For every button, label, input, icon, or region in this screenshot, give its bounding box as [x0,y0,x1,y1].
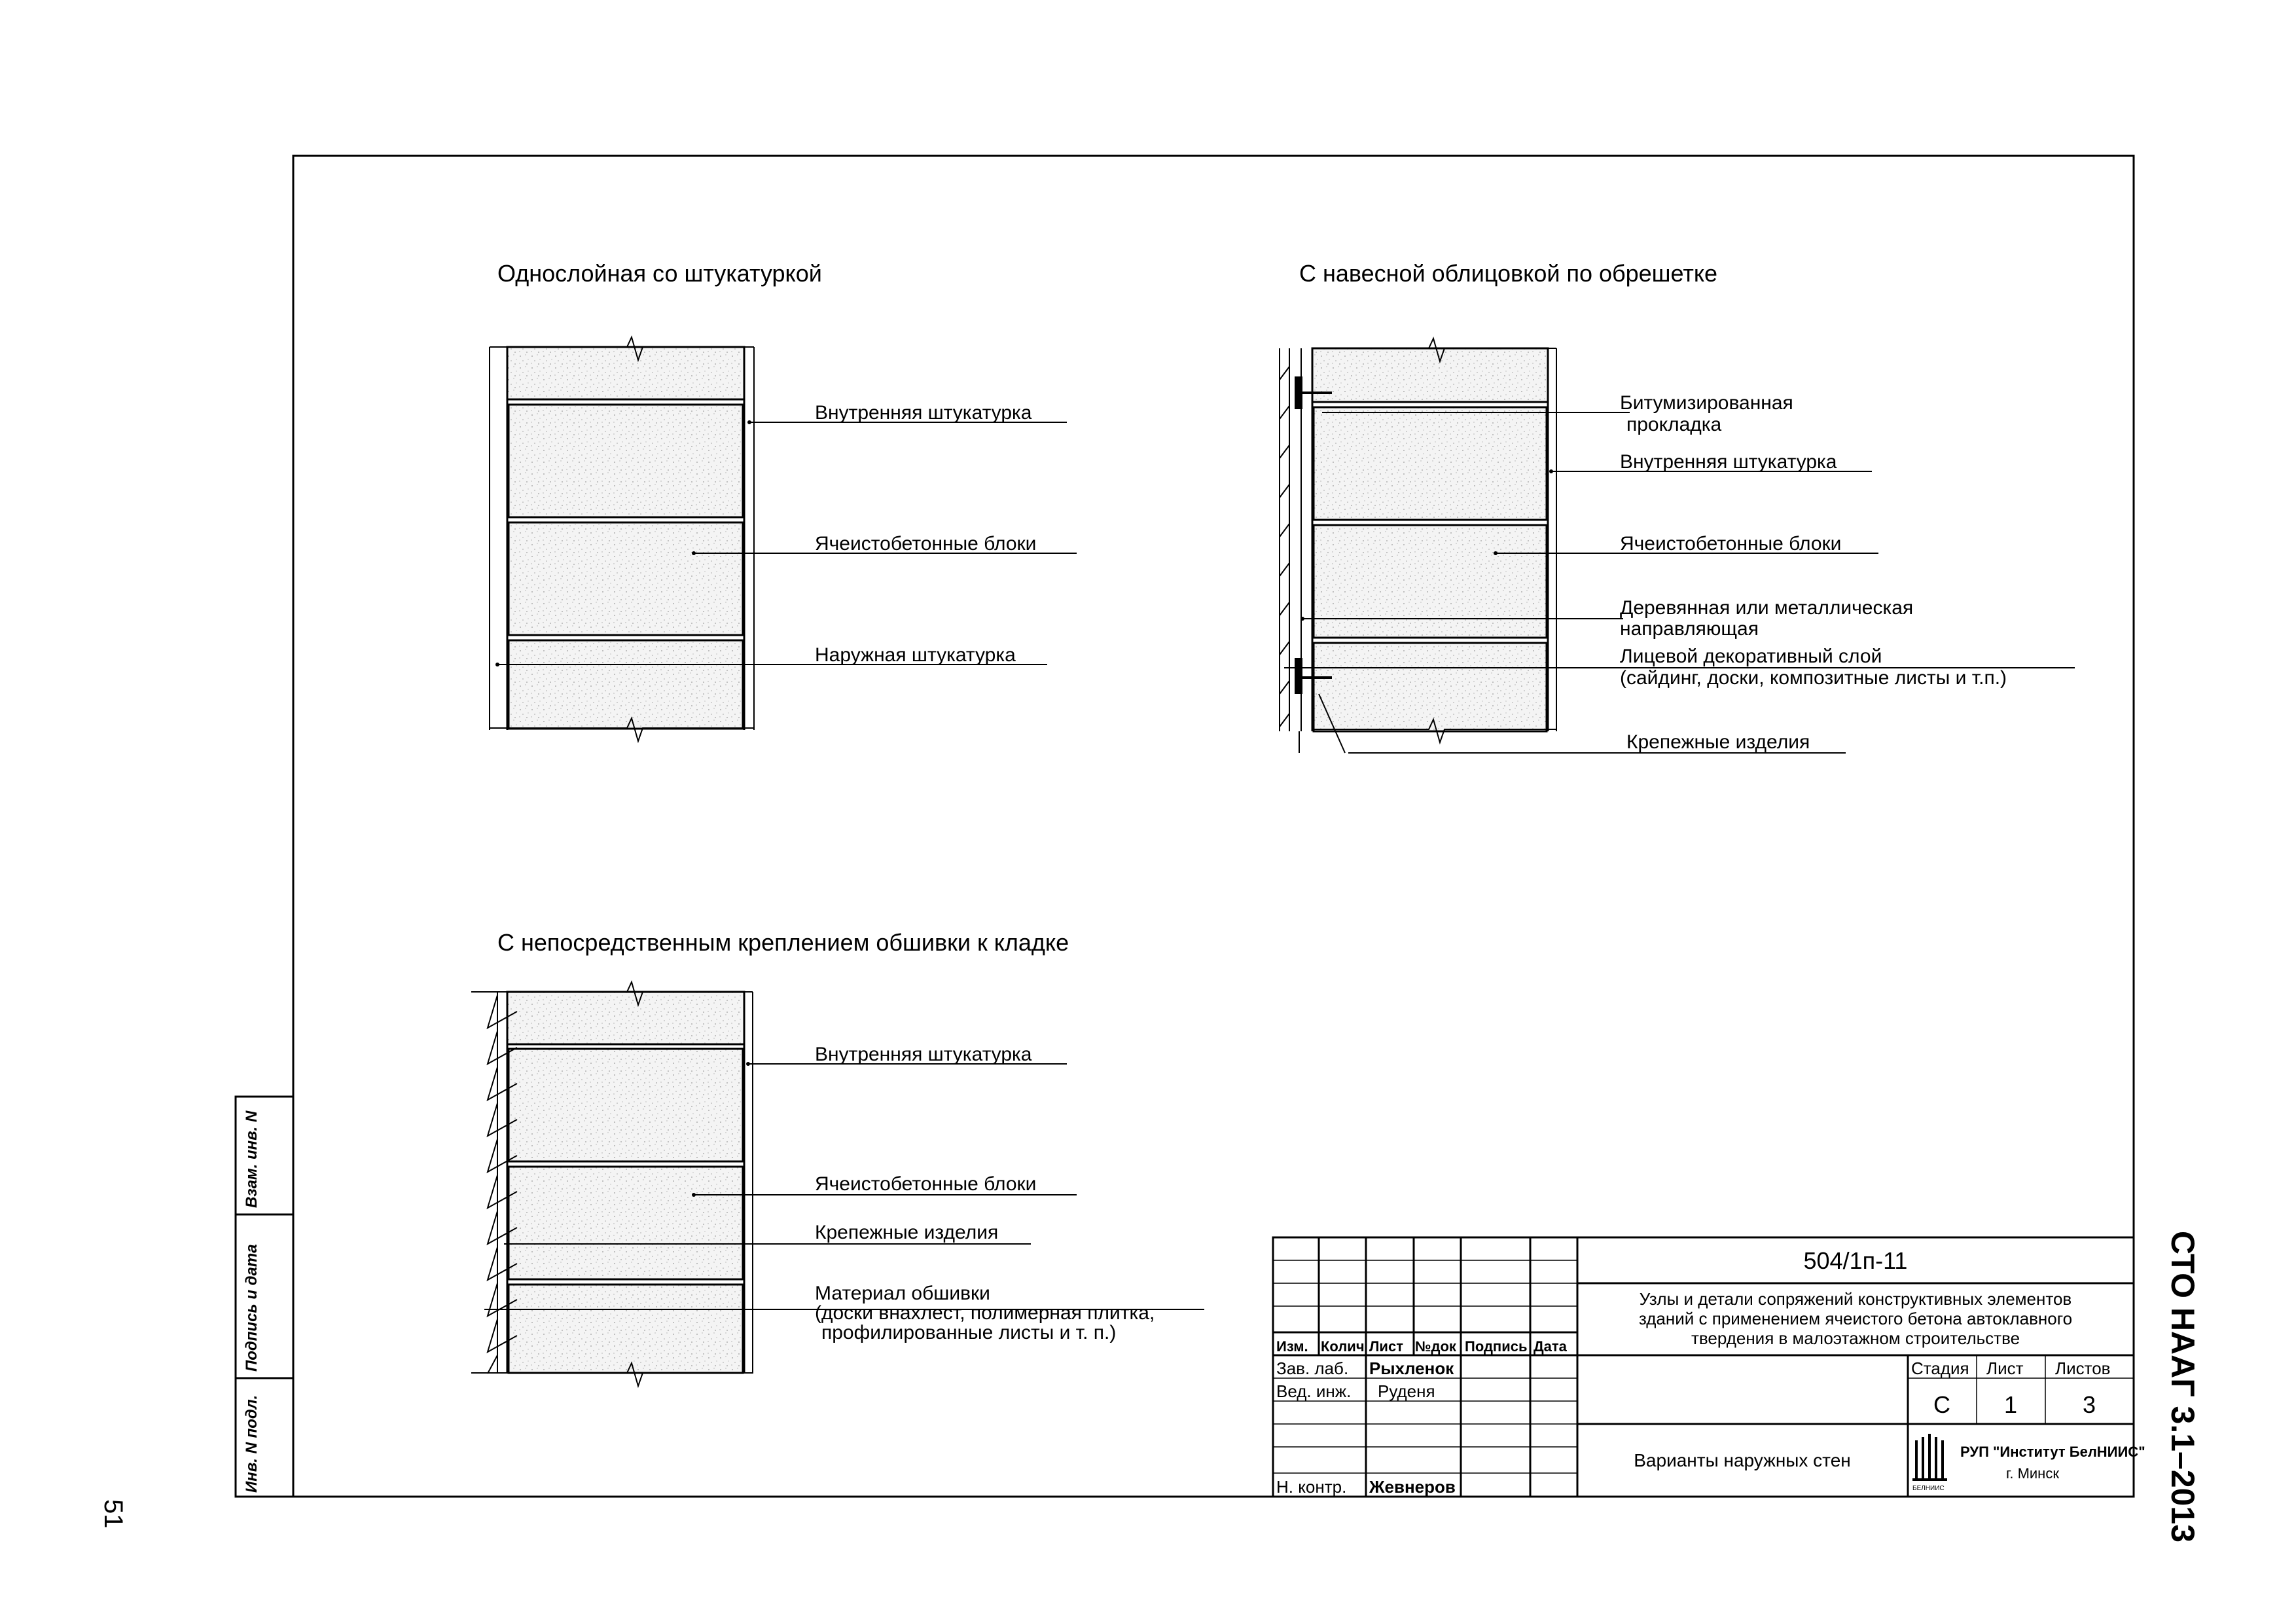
standard-code: СТО НААГ 3.1–2013 [2164,1231,2201,1543]
s1-callout-outer-plaster: Наружная штукатурка [815,644,1016,666]
role-n-kontr: Н. контр. [1276,1477,1347,1497]
s2-callout-inner-plaster: Внутренняя штукатурка [1620,451,1837,473]
s3-callout-material: Материал обшивки [815,1283,990,1304]
sheets-total: 3 [2082,1391,2096,1418]
section-direct-sheathing [471,929,1204,1386]
doc-title-line-1: Узлы и детали сопряжений конструктивных элементов [1639,1289,2072,1309]
hdr-podpis: Подпись [1465,1338,1528,1355]
logo-text: БЕЛНИИС [1912,1485,1945,1492]
s2-callout-fasteners: Крепежные изделия [1626,731,1810,753]
section-hinged-cladding [1280,260,2075,753]
role-zav-lab: Зав. лаб. [1276,1359,1349,1378]
hdr-ndok: №док [1415,1338,1456,1355]
s2-callout-blocks: Ячеистобетонные блоки [1620,533,1842,555]
section2-title: С навесной облицовкой по обрешетке [1299,260,1718,287]
hdr-kolich: Колич [1321,1338,1365,1355]
hdr-data: Дата [1534,1338,1567,1355]
s2-callout-bitumen-2: прокладка [1626,414,1722,435]
s3-callout-inner-plaster: Внутренняя штукатурка [815,1044,1032,1065]
inv-podl-label: Инв. N подл. [243,1395,260,1493]
belniis-logo-icon [1912,1434,1947,1480]
s1-callout-inner-plaster: Внутренняя штукатурка [815,402,1032,424]
s2-callout-bitumen: Битумизированная [1620,392,1793,414]
s2-callout-facing: Лицевой декоративный слой [1620,646,1882,667]
doc-title-line-2: зданий с применением ячеистого бетона автоклавного [1638,1309,2073,1328]
vzam-inv-label: Взам. инв. N [243,1110,260,1208]
s3-callout-fasteners: Крепежные изделия [815,1222,999,1243]
s3-callout-blocks: Ячеистобетонные блоки [815,1173,1037,1195]
doc-title-line-3: твердения в малоэтажном строительстве [1691,1328,2020,1348]
doc-code: 504/1п-11 [1803,1247,1908,1274]
s3-callout-material-3: профилированные листы и т. п.) [821,1322,1117,1343]
name-rykhlenok: Рыхленок [1369,1359,1454,1378]
s2-callout-facing-2: (сайдинг, доски, композитные листы и т.п.) [1620,667,2007,689]
left-approval-strip [236,1097,293,1497]
name-zhevnerov: Жевнеров [1369,1477,1456,1497]
s3-callout-material-2: (доски внахлест, полимерная плитка, [815,1302,1155,1324]
hdr-listov: Листов [2055,1359,2111,1378]
hdr-stadiya: Стадия [1911,1359,1969,1378]
role-ved-inzh: Вед. инж. [1276,1381,1352,1401]
hdr-list: Лист [1369,1338,1403,1355]
s2-callout-guide-2: направляющая [1620,618,1759,640]
podpis-data-label: Подпись и дата [243,1244,260,1372]
org-name: РУП "Институт БелНИИС" [1960,1444,2145,1460]
section-single-layer-plaster [490,260,1077,741]
section1-title: Однослойная со штукатуркой [497,260,822,287]
name-rudenya: Руденя [1378,1381,1435,1401]
hdr-list-sheet: Лист [1986,1359,2024,1378]
s2-callout-guide: Деревянная или металлическая [1620,597,1914,619]
section3-title: С непосредственным креплением обшивки к кладке [497,929,1069,956]
page-number: 51 [99,1499,128,1529]
stage-value: С [1933,1391,1950,1418]
hdr-izm: Изм. [1276,1338,1308,1355]
sheet-value: 1 [2003,1391,2018,1418]
title-block-text [1276,1247,2145,1497]
drawing-name: Варианты наружных стен [1634,1450,1851,1470]
s1-callout-blocks: Ячеистобетонные блоки [815,533,1037,555]
org-city: г. Минск [2006,1465,2059,1482]
